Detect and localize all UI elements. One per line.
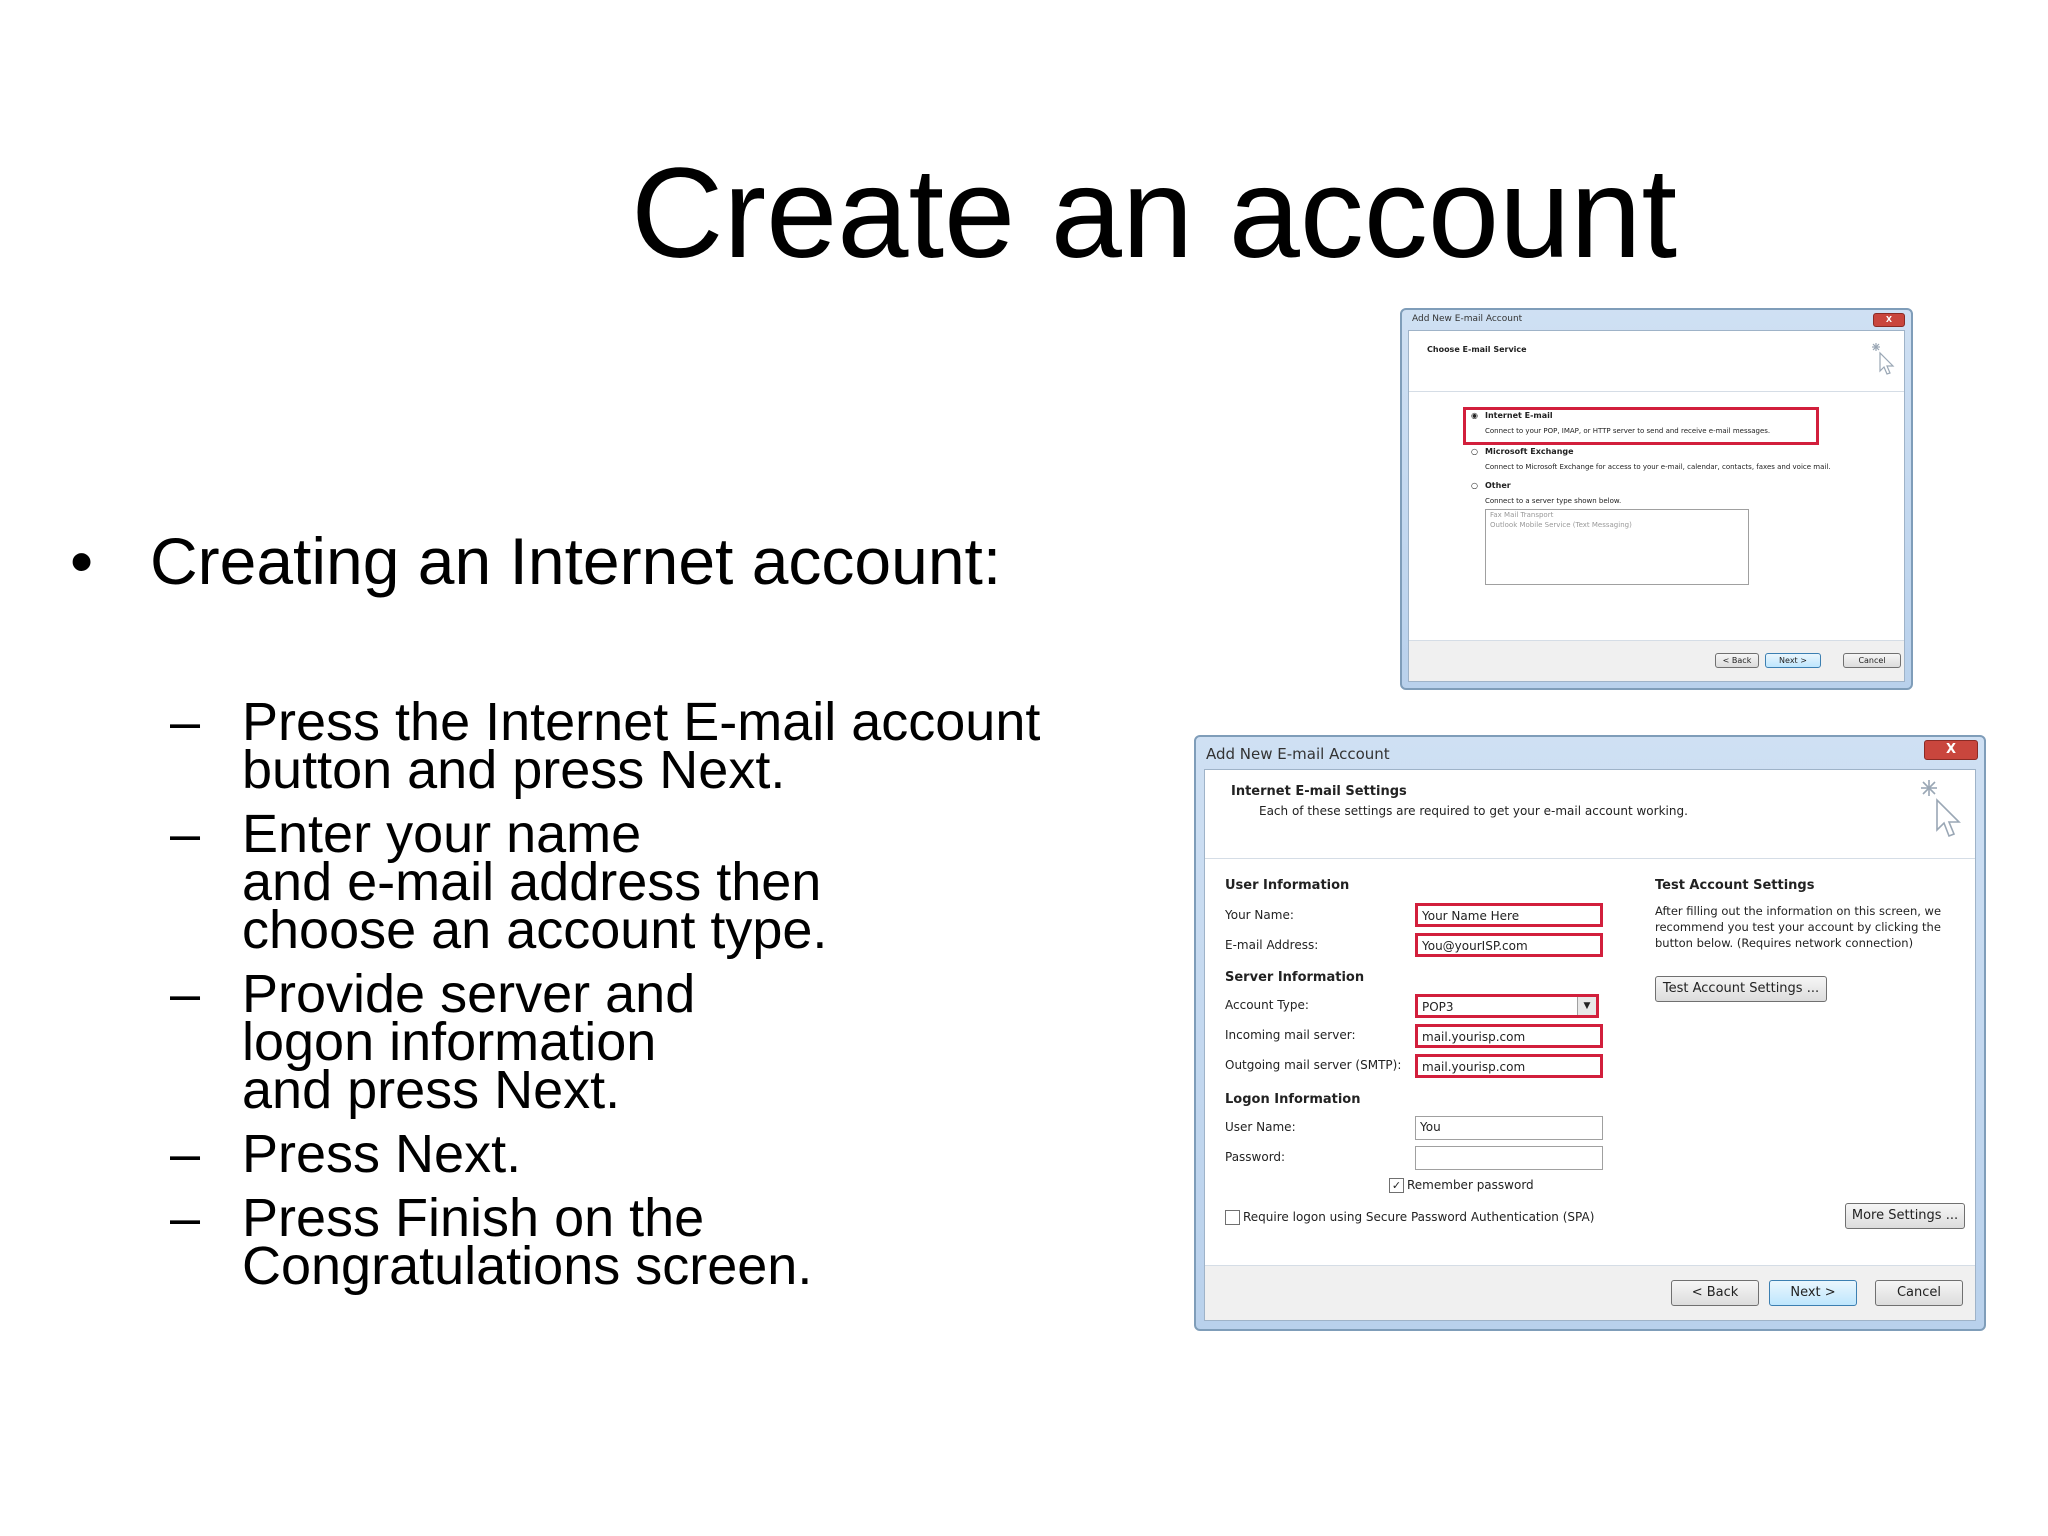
close-button[interactable]: X xyxy=(1873,313,1905,327)
sub-bullet-line: and press Next. xyxy=(242,1060,621,1120)
outgoing-server-field[interactable]: mail.yourisp.com xyxy=(1415,1054,1603,1078)
cancel-button[interactable]: Cancel xyxy=(1843,653,1901,668)
bullet-dot-icon: • xyxy=(70,524,94,598)
test-account-settings-button[interactable]: Test Account Settings ... xyxy=(1655,976,1827,1002)
spa-label: Require logon using Secure Password Authentication (SPA) xyxy=(1243,1210,1595,1224)
user-name-label: User Name: xyxy=(1225,1120,1296,1134)
dialog-header xyxy=(1205,770,1975,859)
cancel-button[interactable]: Cancel xyxy=(1875,1280,1963,1306)
incoming-server-label: Incoming mail server: xyxy=(1225,1028,1356,1042)
sub-bullet-line: button and press Next. xyxy=(242,740,786,800)
sub-bullet-line: Press Next. xyxy=(242,1124,522,1184)
remember-password-label: Remember password xyxy=(1407,1178,1534,1192)
list-item[interactable]: Outlook Mobile Service (Text Messaging) xyxy=(1490,521,1632,529)
dialog-body xyxy=(1204,769,1976,1321)
sub-bullet xyxy=(170,964,1170,1120)
sub-bullet xyxy=(170,692,1170,800)
dialog-title: Add New E-mail Account xyxy=(1206,745,1390,763)
header-title: Internet E-mail Settings xyxy=(1231,784,1407,799)
main-bullet-text: Creating an Internet account: xyxy=(150,524,1002,598)
account-type-value: POP3 xyxy=(1422,1000,1454,1014)
sub-bullet-line: Press Finish on the xyxy=(242,1188,705,1248)
sub-bullet-line: logon information xyxy=(242,1012,657,1072)
back-button[interactable]: < Back xyxy=(1671,1280,1759,1306)
account-type-select[interactable] xyxy=(1415,994,1599,1018)
sub-bullet-line: Press the Internet E-mail account xyxy=(242,692,1041,752)
user-name-field[interactable]: You xyxy=(1415,1116,1603,1140)
option-exchange-desc: Connect to Microsoft Exchange for access to your e-mail, calendar, contacts, faxes and voice mail. xyxy=(1485,463,1831,471)
option-internet-email-desc: Connect to your POP, IMAP, or HTTP server to send and receive e-mail messages. xyxy=(1485,427,1771,435)
slide-title: Create an account xyxy=(631,142,1677,285)
dialog-footer xyxy=(1409,640,1904,681)
test-account-text: recommend you test your account by clicking the xyxy=(1655,920,1941,934)
your-name-label: Your Name: xyxy=(1225,908,1294,922)
sub-bullet-line: choose an account type. xyxy=(242,900,828,960)
spa-checkbox[interactable] xyxy=(1225,1210,1240,1225)
email-settings-dialog xyxy=(1194,735,1986,1331)
more-settings-button[interactable]: More Settings ... xyxy=(1845,1203,1965,1229)
sub-bullet-line: Enter your name xyxy=(242,804,642,864)
sub-bullet-line: Provide server and xyxy=(242,964,696,1024)
account-type-label: Account Type: xyxy=(1225,998,1309,1012)
dash-icon: – xyxy=(170,692,201,752)
sub-bullet xyxy=(170,1124,1170,1184)
radio-internet-email[interactable]: ◉ xyxy=(1471,411,1478,420)
dash-icon: – xyxy=(170,1124,201,1184)
password-label: Password: xyxy=(1225,1150,1286,1164)
user-info-heading: User Information xyxy=(1225,878,1350,893)
back-button[interactable]: < Back xyxy=(1715,653,1759,668)
next-button[interactable]: Next > xyxy=(1765,653,1821,668)
option-other-desc: Connect to a server type shown below. xyxy=(1485,497,1622,505)
close-button[interactable]: X xyxy=(1924,740,1978,760)
sub-bullet-list xyxy=(170,692,1170,1306)
test-account-heading: Test Account Settings xyxy=(1655,878,1815,893)
outgoing-server-label: Outgoing mail server (SMTP): xyxy=(1225,1058,1402,1072)
option-exchange-label: Microsoft Exchange xyxy=(1485,447,1574,456)
sub-bullet xyxy=(170,804,1170,960)
dash-icon: – xyxy=(170,964,201,1024)
sub-bullet-line: Congratulations screen. xyxy=(242,1236,813,1296)
sub-bullet xyxy=(170,1188,1170,1296)
dialog-header xyxy=(1409,331,1904,392)
incoming-server-field[interactable]: mail.yourisp.com xyxy=(1415,1024,1603,1048)
test-account-text: button below. (Requires network connection) xyxy=(1655,936,1914,950)
email-address-label: E-mail Address: xyxy=(1225,938,1319,952)
header-subtitle: Each of these settings are required to get your e-mail account working. xyxy=(1259,804,1688,818)
password-field[interactable] xyxy=(1415,1146,1603,1170)
dash-icon: – xyxy=(170,804,201,864)
choose-service-dialog xyxy=(1400,308,1913,690)
logon-info-heading: Logon Information xyxy=(1225,1092,1361,1107)
other-server-list[interactable] xyxy=(1485,509,1749,585)
chevron-down-icon[interactable]: ▼ xyxy=(1577,997,1596,1015)
option-other-label: Other xyxy=(1485,481,1511,490)
dialog-title: Add New E-mail Account xyxy=(1412,314,1523,324)
cursor-sparkle-icon xyxy=(1917,778,1961,840)
dash-icon: – xyxy=(170,1188,201,1248)
header-title: Choose E-mail Service xyxy=(1427,345,1527,354)
remember-password-checkbox[interactable]: ✓ xyxy=(1389,1178,1404,1193)
cursor-sparkle-icon xyxy=(1868,341,1896,377)
radio-microsoft-exchange[interactable]: ○ xyxy=(1471,447,1478,456)
server-info-heading: Server Information xyxy=(1225,970,1365,985)
list-item[interactable]: Fax Mail Transport xyxy=(1490,511,1554,519)
your-name-field[interactable]: Your Name Here xyxy=(1415,903,1603,927)
dialog-body xyxy=(1408,330,1905,682)
option-internet-email-label: Internet E-mail xyxy=(1485,411,1553,420)
email-address-field[interactable]: You@yourISP.com xyxy=(1415,933,1603,957)
radio-other[interactable]: ○ xyxy=(1471,481,1478,490)
dialog-footer xyxy=(1205,1265,1975,1320)
next-button[interactable]: Next > xyxy=(1769,1280,1857,1306)
test-account-text: After filling out the information on this screen, we xyxy=(1655,904,1942,918)
sub-bullet-line: and e-mail address then xyxy=(242,852,822,912)
